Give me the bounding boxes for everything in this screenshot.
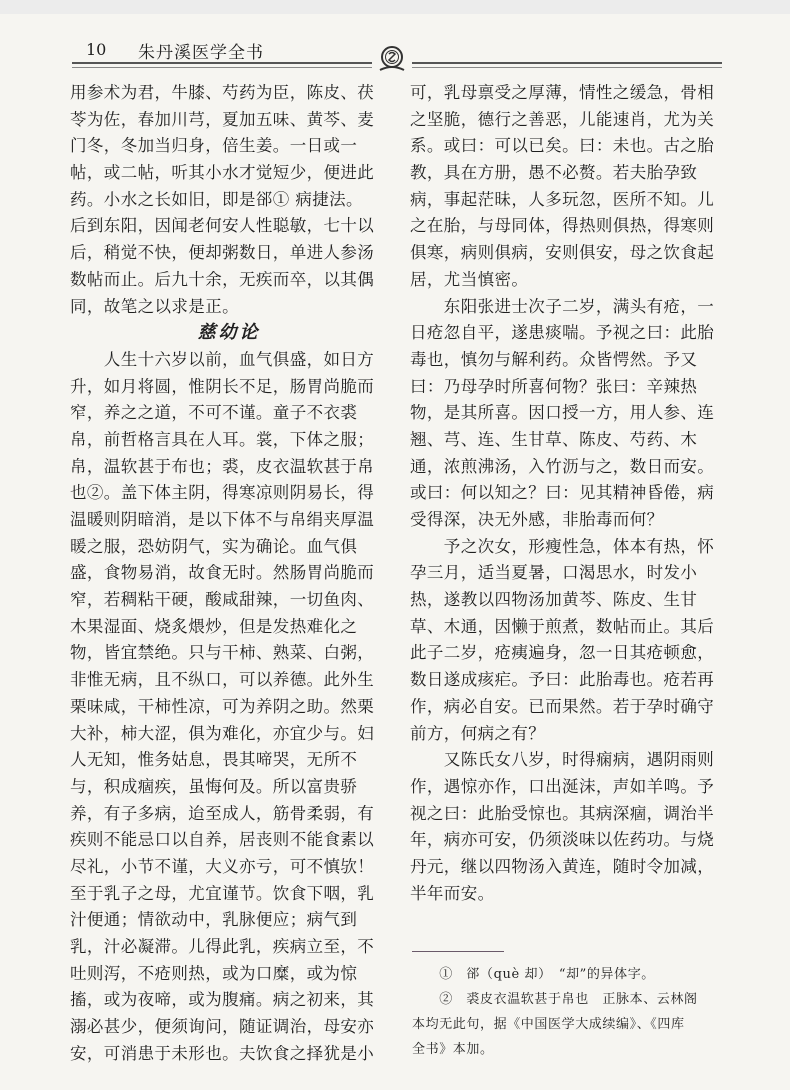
text-line: 门冬，冬加当归身，倍生姜。一日或一 [70,136,358,156]
text-line: 热，遂教以四物汤加黄芩、陈皮、生甘 [410,590,698,610]
text-line: 翘、芎、连、生甘草、陈皮、芍药、木 [410,429,698,449]
text-line: 药。小水之长如旧，即是郤① 病捷法。 [70,189,363,209]
text-line: 苓为佐，春加川芎，夏加五味、黄芩、麦 [70,109,375,129]
text-line: 帛，前哲格言具在人耳。裳，下体之服； [70,429,375,449]
text-line: 病，事起茫昧，人多玩忽，医所不知。儿 [410,189,715,209]
text-line: 物，皆宜禁绝。只与干柿、熟菜、白粥， [70,643,375,663]
text-line: 或曰：何以知之？曰：见其精神昏倦，病 [410,483,715,503]
text-line: 居，尤当慎密。 [410,269,529,289]
right-text-column [410,80,728,907]
text-line: 窄，若稠粘干硬，酸咸甜辣，一切鱼肉、 [70,590,375,610]
book-emblem-icon [376,44,408,74]
text-line: 教，具在方册，愚不必赘。若夫胎孕致 [410,163,698,183]
text-line: 帖，或二帖，听其小水才觉短少，便进此 [70,163,375,183]
text-line: 予之次女，形瘦性急，体本有热，怀 [410,536,715,556]
text-line: 作，病必自安。已而果然。若于孕时确守 [410,696,715,716]
text-line: 前方，何病之有？ [410,723,546,743]
text-line: 视之曰：此胎受惊也。其病深痼，调治半 [410,803,715,823]
text-line: 栗味咸，干柿性凉，可为养阴之助。然栗 [70,696,375,716]
text-line: 人无知，惟务姑息，畏其啼哭，无所不 [70,750,358,770]
header-rule-left [72,62,372,68]
text-line: 盛，食物易消，故食无时。然肠胃尚脆而 [70,563,375,583]
text-line: 养，有子多病，迨至成人，筋骨柔弱，有 [70,803,375,823]
footnote-line: 全书》本加。 [412,1042,494,1057]
section-title: 慈幼论 [197,322,261,344]
text-line: 吐则泻，不疮则热，或为口糜，或为惊 [70,963,358,983]
text-line: 人生十六岁以前，血气俱盛，如日方 [70,349,375,369]
text-line: 数帖而止。后九十余，无疾而卒，以其偶 [70,269,375,289]
text-line: 之在胎，与母同体，得热则俱热，得寒则 [410,216,715,236]
running-header [72,36,722,66]
footnote-divider [412,951,504,952]
text-line: 年，病亦可安，仍须淡味以佐药功。与烧 [410,830,715,850]
text-line: 用参术为君，牛膝、芍药为臣，陈皮、茯 [70,83,375,102]
text-line: 也②。盖下体主阴，得寒凉则阴易长，得 [70,483,375,503]
text-line: 安，可消患于未形也。夫饮食之择犹是小 [70,1043,375,1063]
text-line: 东阳张进士次子二岁，满头有疮，一 [410,296,715,316]
text-line: 至于乳子之母，尤宜谨节。饮食下咽，乳 [70,883,375,903]
text-line: 帛，温软甚于布也；裘，皮衣温软甚于帛 [70,456,375,476]
text-line: 半年而安。 [410,883,495,903]
left-text-column [70,80,388,1067]
text-line: 曰：乃母孕时所喜何物？张曰：辛辣热 [410,376,698,396]
text-line: 丹元，继以四物汤入黄连，随时令加减， [410,856,715,876]
text-line: 窄，养之之道，不可不谨。童子不衣裘 [70,403,358,423]
footnote-line: 本均无此句，据《中国医学大成续编》、《四库 [412,1017,685,1032]
text-line: 温暖则阴暗消，是以下体不与帛绢夹厚温 [70,510,375,529]
text-line: 通，浓煎沸汤，入竹沥与之，数日而安。 [410,456,715,476]
text-line: 作，遇惊亦作，口出涎沫，声如羊鸣。予 [410,776,715,796]
text-line: 大补，柿大涩，俱为难化，亦宜少与。妇 [70,723,375,743]
text-line: 孕三月，适当夏暑，口渴思水，时发小 [410,563,698,583]
text-line: 尽礼，小节不谨，大义亦亏，可不慎欤！ [70,856,375,876]
text-line: 之坚脆，德行之善恶，儿能速肖，尤为关 [410,109,715,129]
text-line: 搐，或为夜啼，或为腹痛。病之初来，其 [70,990,375,1010]
book-title: 朱丹溪医学全书 [138,43,264,63]
text-line: 俱寒，病则俱病，安则俱安，母之饮食起 [410,243,715,263]
text-line: 日疮忽自平，遂患痰喘。予视之曰：此胎 [410,323,715,343]
text-line: 毒也，慎勿与解利药。众皆愕然。予又 [410,349,698,369]
text-line: 溺必甚少，便须询问，随证调治，母安亦 [70,1017,375,1037]
text-line: 草、木通，因懒于煎煮，数帖而止。其后 [410,616,715,636]
text-line: 此子二岁，疮痍遍身，忽一日其疮顿愈， [410,643,715,663]
text-line: 同，故笔之以求是正。 [70,296,239,316]
page-number: 10 [86,40,107,59]
text-line: 受得深，决无外感，非胎毒而何？ [410,510,664,529]
text-line: 乳，汁必凝滞。儿得此乳，疾病立至，不 [70,937,375,956]
text-line: 升，如月将圆，惟阴长不足，肠胃尚脆而 [70,376,375,396]
text-line: 木果湿面、烧炙煨炒，但是发热难化之 [70,616,358,636]
text-line: 系。或曰：可以已矣。曰：未也。古之胎 [410,136,715,156]
text-line: 可，乳母禀受之厚薄，情性之缓急，骨相 [410,83,715,102]
scan-top-band [0,0,790,14]
footnote-line: ① 郤（què 却） “却”的异体字。 [412,967,655,982]
text-line: 物，是其所喜。因口授一方，用人参、连 [410,403,715,423]
text-line: 汁便通；情欲动中，乳脉便应；病气到 [70,910,358,930]
text-line: 后，稍觉不快，便却粥数日，单进人参汤 [70,243,375,263]
text-line: 与，积成痼疾，虽悔何及。所以富贵骄 [70,776,358,796]
text-line: 非惟无病，且不纵口，可以养德。此外生 [70,670,375,690]
footnotes [412,962,730,1062]
footnote-line: ② 裘皮衣温软甚于帛也 正脉本、云林阁 [412,992,698,1007]
text-line: 暖之服，恐妨阴气，实为确论。血气俱 [70,536,358,556]
text-line: 又陈氏女八岁，时得痫病，遇阴雨则 [410,750,715,770]
text-line: 疾则不能忌口以自养，居丧则不能食素以 [70,830,375,850]
text-line: 数日遂成痎疟。予曰：此胎毒也。疮若再 [410,670,715,690]
text-line: 后到东阳，因闻老何安人性聪敏，七十以 [70,216,375,236]
header-rule-right [412,62,722,68]
